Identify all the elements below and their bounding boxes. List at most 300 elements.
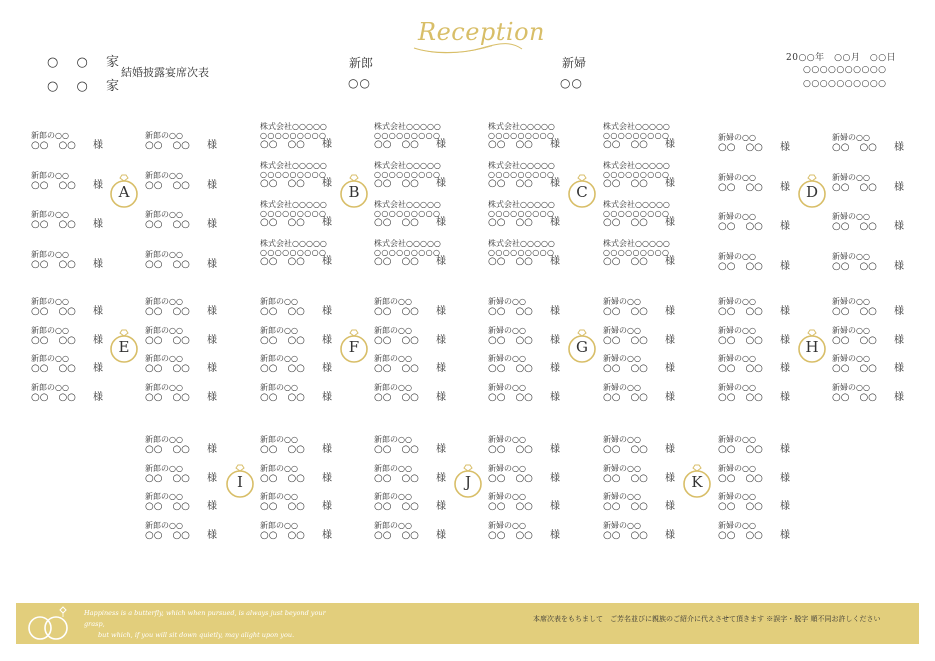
guest-name-row [145,141,250,151]
guest-relation: 新婦の○○ [488,492,526,501]
guest-relation: 新婦の○○ [488,463,526,473]
guest-name-row [718,222,823,232]
guest-entry [488,464,593,484]
guest-entry [603,239,708,266]
guest-name-row [145,531,250,541]
guest-entry [832,133,935,153]
guest-name-row [488,140,593,149]
groom-family-name-part2: ○ [76,55,88,70]
guest-name-row [260,307,365,317]
guest-name-row [718,262,823,272]
guest-relation: 新郎の○○ [374,325,412,335]
guest-name: ○○ ○○ [603,444,648,455]
guest-entry [603,435,708,455]
venue-line-1: ○○○○○○○○○○ [803,65,887,75]
guest-name: ○○ ○○ [145,363,190,374]
guest-entry [145,354,250,374]
guest-honorific: 様 [550,363,560,374]
table-marker-e [109,326,139,364]
guest-relation: 新婦の○○ [718,251,756,261]
bride-family-name [47,75,119,94]
guest-relation: 新婦の○○ [718,435,756,444]
guest-entry [145,383,250,403]
guest-honorific: 様 [322,178,332,189]
guest-relation: 新婦の○○ [718,463,756,473]
guest-honorific: 様 [322,501,332,512]
groom-family-name-part1: ○ [47,55,59,70]
guest-name-row [718,143,823,153]
guest-relation: 新婦の○○ [603,382,641,392]
guest-honorific: 様 [93,363,103,374]
guest-name-row [832,336,935,346]
bride-label: 新婦 [562,56,587,70]
guest-entry [832,326,935,346]
guest-name: ○○ ○○ [718,181,763,193]
guest-name-row [603,364,708,374]
guest-relation: 新郎の○○ [31,210,69,219]
guest-name-row [374,445,479,455]
guest-name-row [374,307,479,317]
guest-honorific: 様 [436,363,446,374]
guest-relation: 新婦の○○ [832,172,870,182]
guest-relation: 新婦の○○ [488,297,526,306]
guest-name: ○○ ○○ [374,217,419,228]
guest-relation: 新婦の○○ [832,297,870,306]
guest-entry [145,210,250,230]
groom-label: 新郎 [349,56,374,70]
guest-name: ○○ ○○ [832,306,877,317]
guest-entry [374,354,479,374]
guest-name-row [718,393,823,403]
guest-entry [260,521,365,541]
guest-name: ○○ ○○ [374,444,419,455]
guest-honorific: 様 [665,501,675,512]
guest-name: ○○ ○○ [145,179,190,191]
guest-honorific: 様 [550,501,560,512]
guest-honorific: 様 [550,256,560,267]
guest-name: ○○ ○○ [832,391,877,403]
guest-name: ○○ ○○ [718,334,763,346]
table-letter: E [118,338,130,356]
guest-honorific: 様 [550,139,560,150]
guest-entry [832,252,935,272]
guest-company-line: ○○○○○○○○○ [488,248,555,257]
guest-honorific: 様 [207,472,217,484]
guest-honorific: 様 [665,334,675,346]
guest-honorific: 様 [207,391,217,403]
guest-honorific: 様 [550,334,560,346]
guest-name-row [488,474,593,484]
table-marker-d [797,171,827,209]
guest-relation: 新郎の○○ [260,297,298,306]
guest-name: ○○ ○○ [718,391,763,403]
guest-relation: 新郎の○○ [260,382,298,392]
guest-name-row [488,445,593,455]
table-marker-g [567,326,597,364]
guest-name-row [603,393,708,403]
guest-name: ○○ ○○ [145,219,190,230]
guest-honorific: 様 [780,391,790,403]
guest-honorific: 様 [93,140,103,151]
guest-company-line: ○○○○○○○○○ [374,248,441,257]
guest-company-line: ○○○○○○○○○ [488,209,555,218]
guest-entry [374,383,479,403]
guest-name: ○○ ○○ [832,221,877,232]
guest-entry [603,383,708,403]
guest-name: ○○ ○○ [31,219,76,230]
guest-relation: 株式会社○○○○○ [488,122,555,131]
guest-name-row [718,445,823,455]
guest-entry [374,161,479,188]
guest-relation: 新郎の○○ [374,492,412,501]
guest-relation: 新郎の○○ [145,249,183,259]
guest-name-row [832,262,935,272]
guest-name-row [374,218,479,227]
guest-name-row [260,445,365,455]
guest-entry [145,171,250,191]
guest-entry [31,210,136,230]
guest-relation: 株式会社○○○○○ [488,239,555,248]
guest-name-row [832,222,935,232]
guest-name-row [603,445,708,455]
table-letter: H [805,338,819,356]
guest-name: ○○ ○○ [718,472,763,484]
guest-name: ○○ ○○ [145,140,190,151]
guest-honorific: 様 [665,444,675,455]
guest-entry [488,492,593,512]
guest-relation: 新婦の○○ [488,435,526,444]
guest-honorific: 様 [665,529,675,541]
guest-honorific: 様 [322,217,332,228]
guest-honorific: 様 [436,306,446,317]
guest-company-line: ○○○○○○○○○ [260,170,327,179]
guest-name: ○○ ○○ [603,363,648,374]
guest-relation: 新婦の○○ [603,297,641,306]
guest-relation: 株式会社○○○○○ [488,200,555,209]
table-letter: J [464,473,471,491]
guest-name-row [603,336,708,346]
guest-relation: 新婦の○○ [718,325,756,335]
bride-family-suffix: 家 [105,79,119,94]
guest-relation: 新郎の○○ [145,520,183,530]
guest-relation: 株式会社○○○○○ [603,122,670,131]
guest-entry [260,297,365,317]
guest-name: ○○ ○○ [260,363,305,374]
table-letter: C [576,183,588,201]
guest-honorific: 様 [894,181,904,193]
guest-honorific: 様 [436,256,446,267]
guest-relation: 株式会社○○○○○ [260,122,327,131]
guest-name: ○○ ○○ [145,306,190,317]
guest-name-row [31,307,136,317]
guest-name: ○○ ○○ [374,178,419,189]
guest-name-row [718,364,823,374]
guest-name-row [374,336,479,346]
guest-relation: 新郎の○○ [145,492,183,501]
guest-relation: 新婦の○○ [718,520,756,530]
guest-relation: 新婦の○○ [718,492,756,501]
guest-honorific: 様 [665,178,675,189]
guest-entry [832,297,935,317]
guest-entry [832,383,935,403]
table-marker-b [339,171,369,209]
guest-honorific: 様 [550,529,560,541]
guest-entry [603,200,708,227]
guest-entry [603,521,708,541]
guest-relation: 新郎の○○ [31,382,69,392]
guest-relation: 新婦の○○ [832,133,870,142]
guest-honorific: 様 [436,472,446,484]
guest-honorific: 様 [322,363,332,374]
guest-relation: 新郎の○○ [31,297,69,306]
guest-name: ○○ ○○ [260,444,305,455]
guest-entry [31,297,136,317]
guest-name: ○○ ○○ [603,306,648,317]
guest-name-row [718,502,823,512]
guest-name-row [718,307,823,317]
guest-honorific: 様 [93,391,103,403]
guest-relation: 新郎の○○ [260,435,298,444]
guest-honorific: 様 [207,529,217,541]
guest-honorific: 様 [665,472,675,484]
guest-company-line: ○○○○○○○○○ [488,131,555,140]
guest-honorific: 様 [322,444,332,455]
guest-name: ○○ ○○ [260,501,305,512]
guest-entry [260,383,365,403]
guest-entry [718,383,823,403]
guest-name: ○○ ○○ [488,501,533,512]
guest-honorific: 様 [93,258,103,270]
guest-entry [260,492,365,512]
guest-name-row [374,257,479,266]
guest-honorific: 様 [780,334,790,346]
guest-relation: 新婦の○○ [832,251,870,261]
guest-entry [832,173,935,193]
guest-name-row [603,179,708,188]
guest-name-row [603,502,708,512]
guest-name-row [31,364,136,374]
guest-name: ○○ ○○ [374,256,419,267]
guest-entry [145,435,250,455]
guest-entry [374,435,479,455]
guest-name-row [832,364,935,374]
footer-quote [84,608,344,641]
guest-honorific: 様 [322,306,332,317]
guest-name-row [260,257,365,266]
guest-name: ○○ ○○ [374,472,419,484]
guest-honorific: 様 [436,391,446,403]
guest-name: ○○ ○○ [603,334,648,346]
guest-honorific: 様 [207,140,217,151]
guest-honorific: 様 [93,306,103,317]
guest-name-row [374,179,479,188]
guest-honorific: 様 [207,179,217,191]
guest-name: ○○ ○○ [603,256,648,267]
guest-name-row [260,364,365,374]
guest-relation: 新郎の○○ [145,435,183,444]
guest-name-row [832,143,935,153]
guest-honorific: 様 [322,529,332,541]
guest-entry [145,521,250,541]
guest-entry [718,297,823,317]
guest-name: ○○ ○○ [488,444,533,455]
table-marker-c [567,171,597,209]
guest-entry [718,435,823,455]
guest-company-line: ○○○○○○○○○ [603,248,670,257]
guest-name: ○○ ○○ [145,501,190,512]
guest-honorific: 様 [780,221,790,232]
guest-name: ○○ ○○ [718,221,763,232]
guest-entry [488,122,593,149]
guest-entry [31,250,136,270]
guest-relation: 新郎の○○ [374,435,412,444]
guest-company-line: ○○○○○○○○○ [260,131,327,140]
table-letter: G [576,338,588,356]
guest-name: ○○ ○○ [603,217,648,228]
guest-honorific: 様 [207,501,217,512]
table-marker-f [339,326,369,364]
guest-name: ○○ ○○ [832,260,877,272]
guest-honorific: 様 [780,501,790,512]
bride-family-name-part1: ○ [47,79,59,94]
guest-honorific: 様 [207,306,217,317]
guest-name: ○○ ○○ [718,444,763,455]
footer-note: 本席次表をもちまして ご芳名並びに親族のご紹介に代えさせて頂きます ※誤字・脱字 順不同お許しください [533,615,881,623]
guest-relation: 新郎の○○ [31,131,69,140]
table-letter: A [118,183,130,201]
guest-relation: 新郎の○○ [374,297,412,306]
guest-entry [832,354,935,374]
guest-name: ○○ ○○ [31,140,76,151]
guest-relation: 新郎の○○ [260,325,298,335]
guest-company-line: ○○○○○○○○○ [374,209,441,218]
guest-relation: 新婦の○○ [603,325,641,335]
guest-company-line: ○○○○○○○○○ [260,248,327,257]
guest-honorific: 様 [436,334,446,346]
guest-entry [31,383,136,403]
guest-name: ○○ ○○ [603,178,648,189]
groom-family-suffix: 家 [105,55,119,70]
guest-name: ○○ ○○ [488,256,533,267]
guest-name-row [145,364,250,374]
guest-relation: 新郎の○○ [145,131,183,140]
guest-name: ○○ ○○ [145,472,190,484]
guest-honorific: 様 [207,363,217,374]
guest-relation: 新郎の○○ [31,170,69,180]
guest-name-row [145,502,250,512]
table-marker-h [797,326,827,364]
guest-relation: 新郎の○○ [260,354,298,363]
guest-name-row [603,307,708,317]
event-date: 20○○年 ○○月 ○○日 [786,53,897,63]
guest-name-row [145,336,250,346]
guest-relation: 新郎の○○ [260,520,298,530]
guest-company-line: ○○○○○○○○○ [603,209,670,218]
guest-entry [488,521,593,541]
guest-relation: 株式会社○○○○○ [260,161,327,170]
guest-name-row [832,307,935,317]
guest-name: ○○ ○○ [145,391,190,403]
guest-name: ○○ ○○ [374,501,419,512]
guest-company-line: ○○○○○○○○○ [374,131,441,140]
guest-honorific: 様 [780,260,790,272]
guest-name: ○○ ○○ [31,179,76,191]
guest-honorific: 様 [436,139,446,150]
logo-flourish-icon [412,40,524,56]
guest-honorific: 様 [322,139,332,150]
guest-name: ○○ ○○ [374,139,419,150]
guest-relation: 新婦の○○ [832,212,870,221]
guest-honorific: 様 [894,260,904,272]
guest-entry [145,250,250,270]
guest-relation: 新婦の○○ [718,172,756,182]
guest-name: ○○ ○○ [260,334,305,346]
guest-name: ○○ ○○ [260,529,305,541]
guest-entry [145,297,250,317]
guest-name-row [145,181,250,191]
guest-name-row [260,140,365,149]
guest-name-row [31,220,136,230]
guest-relation: 株式会社○○○○○ [260,200,327,209]
guest-entry [488,383,593,403]
wedding-rings-icon [20,604,80,644]
table-marker-k [682,461,712,499]
guest-honorific: 様 [436,217,446,228]
guest-relation: 新郎の○○ [374,463,412,473]
guest-honorific: 様 [550,178,560,189]
table-marker-j [453,461,483,499]
guest-honorific: 様 [93,179,103,191]
guest-entry [603,326,708,346]
guest-relation: 新婦の○○ [603,463,641,473]
guest-name: ○○ ○○ [145,444,190,455]
guest-name: ○○ ○○ [145,258,190,270]
guest-name: ○○ ○○ [488,178,533,189]
guest-entry [374,200,479,227]
guest-honorific: 様 [894,391,904,403]
guest-relation: 新郎の○○ [145,297,183,306]
guest-name: ○○ ○○ [832,181,877,193]
guest-relation: 株式会社○○○○○ [260,239,327,248]
guest-entry [603,354,708,374]
guest-relation: 新郎の○○ [31,354,69,363]
guest-entry [31,131,136,151]
guest-entry [718,521,823,541]
groom-family-name [47,51,119,70]
guest-honorific: 様 [894,306,904,317]
guest-honorific: 様 [665,217,675,228]
guest-name-row [603,140,708,149]
guest-name-row [260,502,365,512]
guest-name-row [374,531,479,541]
guest-relation: 新婦の○○ [603,354,641,363]
guest-name-row [31,260,136,270]
guest-relation: 新郎の○○ [145,210,183,219]
guest-name: ○○ ○○ [374,306,419,317]
guest-company-line: ○○○○○○○○○ [603,131,670,140]
guest-honorific: 様 [207,219,217,230]
guest-relation: 新婦の○○ [603,520,641,530]
guest-name-row [260,474,365,484]
guest-relation: 新婦の○○ [603,492,641,501]
guest-honorific: 様 [780,363,790,374]
guest-name-row [145,393,250,403]
guest-relation: 新婦の○○ [488,354,526,363]
groom-name: ○○ [348,76,371,90]
guest-honorific: 様 [207,258,217,270]
guest-name: ○○ ○○ [374,391,419,403]
guest-relation: 株式会社○○○○○ [603,239,670,248]
